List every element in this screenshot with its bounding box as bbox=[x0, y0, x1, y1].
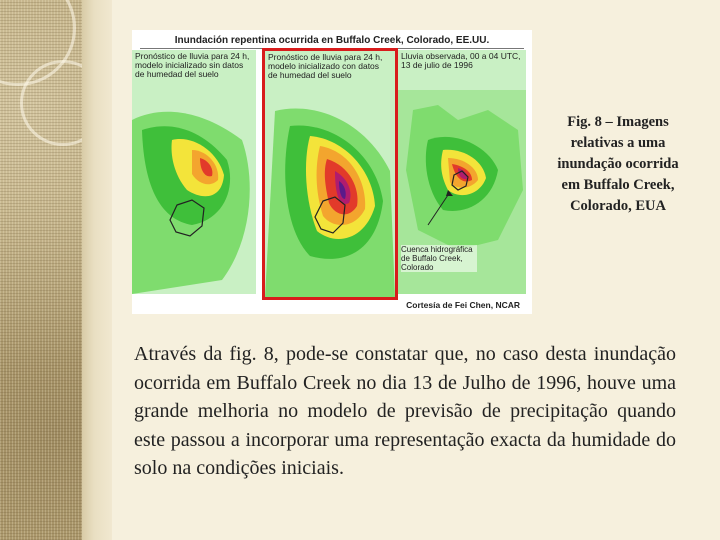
observed-rainfall-panel bbox=[398, 50, 526, 294]
rain-map-2 bbox=[265, 51, 395, 297]
forecast-panel-with-soil-moisture bbox=[262, 48, 398, 300]
figure-credit: Cortesía de Fei Chen, NCAR bbox=[406, 300, 520, 310]
basin-label: Cuenca hidrográfica de Buffalo Creek, Colorado bbox=[401, 245, 477, 272]
panel-2-caption: Pronóstico de lluvia para 24 h, modelo inicializado con datos de humedad del suelo bbox=[268, 52, 383, 80]
figure-caption: Fig. 8 – Imagens relativas a uma inundação ocorrida em Buffalo Creek, Colorado, EUA bbox=[557, 114, 679, 214]
rain-map-1 bbox=[132, 50, 256, 294]
figure-title: Inundación repentina ocurrida en Buffalo Creek, Colorado, EE.UU. bbox=[174, 35, 490, 46]
rainfall-figure bbox=[132, 30, 532, 314]
panel-3-caption: Lluvia observada, 00 a 04 UTC, 13 de julio de 1996 bbox=[401, 51, 521, 70]
slide-edge-stripe bbox=[82, 0, 112, 540]
body-paragraph: Através da fig. 8, pode-se constatar que, no caso desta inundação ocorrida em Buffalo Creek no dia 13 de Julho de 1996, houve uma grande melhoria no modelo de previsão de precipitação quando este passou a incorporar uma representação exacta da humidade do solo na condições iniciais. bbox=[134, 343, 676, 479]
panel-1-caption: Pronóstico de lluvia para 24 h, modelo inicializado sin datos de humedad del suelo bbox=[135, 51, 250, 79]
forecast-panel-no-soil-moisture bbox=[132, 50, 256, 294]
